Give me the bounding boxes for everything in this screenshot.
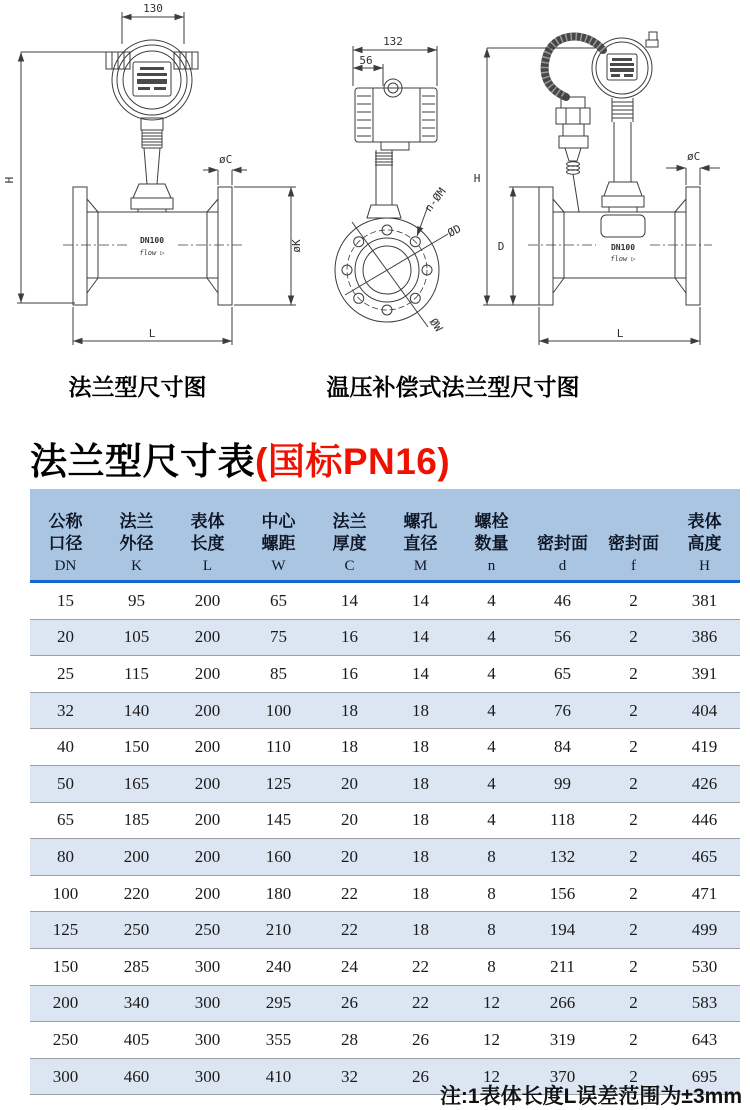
column-header-L: 表体 长度 L <box>190 512 225 574</box>
table-cell: 165 <box>101 765 172 802</box>
table-cell: 185 <box>101 802 172 839</box>
dim-flange-thickness-oC: øC <box>687 150 701 163</box>
table-cell: 8 <box>456 948 527 985</box>
table-cell: 65 <box>243 582 314 620</box>
table-cell: 4 <box>456 765 527 802</box>
table-header-row <box>30 489 740 582</box>
table-cell: 200 <box>101 839 172 876</box>
table-row-dn-65 <box>30 802 740 839</box>
table-cell: 4 <box>456 656 527 693</box>
table-cell: 18 <box>314 729 385 766</box>
caption-flange-type: 法兰型尺寸图 <box>68 374 207 400</box>
column-header-W: 中心 螺距 W <box>261 512 296 574</box>
table-cell: 426 <box>669 765 740 802</box>
table-cell: 200 <box>172 875 243 912</box>
table-cell: 100 <box>243 692 314 729</box>
table-cell: 24 <box>314 948 385 985</box>
table-cell: 20 <box>314 802 385 839</box>
column-header-n: 螺栓 数量 n <box>474 512 509 574</box>
tolerance-note: 注:1表体长度L误差范围为±3mm <box>439 1085 742 1108</box>
column-header-d: 密封面 d <box>537 534 588 574</box>
table-cell: 32 <box>314 1058 385 1095</box>
table-cell: 643 <box>669 1022 740 1059</box>
table-cell: 2 <box>598 582 669 620</box>
table-cell: 583 <box>669 985 740 1022</box>
table-cell: 28 <box>314 1022 385 1059</box>
table-cell: 2 <box>598 656 669 693</box>
table-row-dn-200 <box>30 985 740 1022</box>
table-cell: 15 <box>30 582 101 620</box>
label-bolt-circle-diameter: ØW <box>426 315 445 335</box>
table-cell: 2 <box>598 875 669 912</box>
table-cell: 4 <box>456 619 527 656</box>
table-cell: 4 <box>456 692 527 729</box>
table-cell: 200 <box>172 729 243 766</box>
table-row-dn-25 <box>30 656 740 693</box>
table-cell: 125 <box>30 912 101 949</box>
table-cell: 12 <box>456 985 527 1022</box>
table-cell: 211 <box>527 948 598 985</box>
table-cell: 160 <box>243 839 314 876</box>
table-cell: 419 <box>669 729 740 766</box>
table-cell: 22 <box>314 875 385 912</box>
section-title <box>30 431 450 485</box>
table-cell: 14 <box>385 656 456 693</box>
table-cell: 26 <box>385 1022 456 1059</box>
dim-offset-56: 56 <box>359 54 373 67</box>
table-cell: 22 <box>385 948 456 985</box>
table-cell: 132 <box>527 839 598 876</box>
table-cell: 84 <box>527 729 598 766</box>
table-cell: 2 <box>598 912 669 949</box>
column-header-C: 法兰 厚度 C <box>332 512 367 574</box>
table-cell: 471 <box>669 875 740 912</box>
dim-length-L: L <box>616 327 624 340</box>
table-cell: 405 <box>101 1022 172 1059</box>
table-cell: 240 <box>243 948 314 985</box>
drawing-flange-type <box>3 2 303 345</box>
dimension-table <box>30 489 740 1095</box>
dim-flange-thickness-oC: øC <box>219 153 233 166</box>
table-cell: 210 <box>243 912 314 949</box>
table-cell: 250 <box>101 912 172 949</box>
table-cell: 250 <box>30 1022 101 1059</box>
table-row-dn-15 <box>30 582 740 620</box>
table-cell: 22 <box>314 912 385 949</box>
table-cell: 26 <box>385 1058 456 1095</box>
table-cell: 99 <box>527 765 598 802</box>
table-cell: 446 <box>669 802 740 839</box>
table-cell: 105 <box>101 619 172 656</box>
table-cell: 194 <box>527 912 598 949</box>
table-cell: 404 <box>669 692 740 729</box>
column-header-H: 表体 高度 H <box>687 512 722 574</box>
table-cell: 8 <box>456 912 527 949</box>
table-cell: 300 <box>172 985 243 1022</box>
table-cell: 18 <box>385 802 456 839</box>
table-cell: 2 <box>598 765 669 802</box>
table-cell: 2 <box>598 1022 669 1059</box>
table-cell: 8 <box>456 839 527 876</box>
table-cell: 370 <box>527 1058 598 1095</box>
table-cell: 65 <box>527 656 598 693</box>
drawings-svg <box>0 0 750 420</box>
table-row-dn-150 <box>30 948 740 985</box>
table-row-dn-32 <box>30 692 740 729</box>
table-cell: 22 <box>385 985 456 1022</box>
dim-width-130: 130 <box>143 2 163 15</box>
table-row-dn-40 <box>30 729 740 766</box>
table-header <box>30 489 740 582</box>
table-cell: 295 <box>243 985 314 1022</box>
section-title-standard: (国标PN16) <box>255 441 451 482</box>
table-cell: 150 <box>101 729 172 766</box>
table-cell: 145 <box>243 802 314 839</box>
table-cell: 465 <box>669 839 740 876</box>
table-cell: 530 <box>669 948 740 985</box>
table-cell: 2 <box>598 802 669 839</box>
table-cell: 18 <box>385 875 456 912</box>
table-cell: 16 <box>314 656 385 693</box>
column-header-f: 密封面 f <box>608 534 659 574</box>
table-cell: 100 <box>30 875 101 912</box>
table-cell: 20 <box>314 839 385 876</box>
table-cell: 391 <box>669 656 740 693</box>
pipe-size-label: DN100 <box>610 243 636 252</box>
table-cell: 8 <box>456 875 527 912</box>
table-cell: 14 <box>314 582 385 620</box>
table-cell: 355 <box>243 1022 314 1059</box>
table-cell: 200 <box>172 802 243 839</box>
table-cell: 18 <box>385 729 456 766</box>
table-cell: 150 <box>30 948 101 985</box>
table-cell: 14 <box>385 619 456 656</box>
table-cell: 4 <box>456 802 527 839</box>
table-cell: 200 <box>172 692 243 729</box>
table-row-dn-250 <box>30 1022 740 1059</box>
section-title-main: 法兰型尺寸表 <box>30 441 255 482</box>
table-cell: 200 <box>172 839 243 876</box>
table-cell: 12 <box>456 1022 527 1059</box>
table-cell: 285 <box>101 948 172 985</box>
table-cell: 140 <box>101 692 172 729</box>
table-cell: 381 <box>669 582 740 620</box>
table-cell: 50 <box>30 765 101 802</box>
table-cell: 2 <box>598 1058 669 1095</box>
table-cell: 56 <box>527 619 598 656</box>
table-cell: 18 <box>385 912 456 949</box>
table-cell: 4 <box>456 729 527 766</box>
table-cell: 300 <box>172 948 243 985</box>
table-cell: 125 <box>243 765 314 802</box>
dim-height-H: H <box>3 176 16 184</box>
label-bolt-holes: n-ØM <box>421 185 449 215</box>
table-cell: 319 <box>527 1022 598 1059</box>
table-cell: 200 <box>30 985 101 1022</box>
table-cell: 20 <box>30 619 101 656</box>
label-bore-diameter: ØD <box>445 222 464 240</box>
table-cell: 220 <box>101 875 172 912</box>
table-cell: 85 <box>243 656 314 693</box>
table-cell: 200 <box>172 765 243 802</box>
table-cell: 18 <box>314 692 385 729</box>
dim-flange-od-oK: øK <box>290 239 303 253</box>
technical-drawings <box>0 0 750 420</box>
table-cell: 2 <box>598 839 669 876</box>
table-cell: 2 <box>598 729 669 766</box>
table-cell: 386 <box>669 619 740 656</box>
table-cell: 156 <box>527 875 598 912</box>
table-cell: 65 <box>30 802 101 839</box>
flow-logo: flow ▷ <box>139 249 165 257</box>
table-cell: 300 <box>172 1058 243 1095</box>
table-cell: 46 <box>527 582 598 620</box>
table-cell: 14 <box>385 582 456 620</box>
table-cell: 26 <box>314 985 385 1022</box>
table-cell: 20 <box>314 765 385 802</box>
dim-body-D: D <box>497 240 505 253</box>
dim-width-132: 132 <box>383 35 403 48</box>
dim-height-H: H <box>473 172 481 185</box>
table-cell: 118 <box>527 802 598 839</box>
table-cell: 250 <box>172 912 243 949</box>
table-cell: 180 <box>243 875 314 912</box>
table-cell: 200 <box>172 656 243 693</box>
table-cell: 76 <box>527 692 598 729</box>
table-cell: 80 <box>30 839 101 876</box>
column-header-DN: 公称 口径 DN <box>48 512 83 574</box>
table-cell: 18 <box>385 765 456 802</box>
column-header-K: 法兰 外径 K <box>119 512 154 574</box>
table-cell: 340 <box>101 985 172 1022</box>
table-cell: 200 <box>172 619 243 656</box>
table-cell: 32 <box>30 692 101 729</box>
flow-logo: flow ▷ <box>610 255 636 263</box>
table-cell: 4 <box>456 582 527 620</box>
table-body <box>30 582 740 1095</box>
table-cell: 300 <box>30 1058 101 1095</box>
dim-length-L: L <box>148 327 156 340</box>
table-cell: 18 <box>385 692 456 729</box>
table-cell: 300 <box>172 1022 243 1059</box>
table-cell: 110 <box>243 729 314 766</box>
table-cell: 695 <box>669 1058 740 1095</box>
table-cell: 2 <box>598 985 669 1022</box>
table-cell: 75 <box>243 619 314 656</box>
table-row-dn-100 <box>30 875 740 912</box>
table-cell: 115 <box>101 656 172 693</box>
table-cell: 460 <box>101 1058 172 1095</box>
table-cell: 2 <box>598 948 669 985</box>
table-cell: 40 <box>30 729 101 766</box>
drawing-temp-pressure-compensated <box>474 32 720 345</box>
table-row-dn-20 <box>30 619 740 656</box>
caption-temp-pressure-type: 温压补偿式法兰型尺寸图 <box>326 374 580 400</box>
table-cell: 12 <box>456 1058 527 1095</box>
table-cell: 16 <box>314 619 385 656</box>
table-cell: 266 <box>527 985 598 1022</box>
column-header-M: 螺孔 直径 M <box>403 512 438 574</box>
table-cell: 18 <box>385 839 456 876</box>
table-cell: 2 <box>598 619 669 656</box>
table-cell: 410 <box>243 1058 314 1095</box>
table-row-dn-50 <box>30 765 740 802</box>
table-row-dn-80 <box>30 839 740 876</box>
pipe-size-label: DN100 <box>139 236 165 245</box>
table-cell: 25 <box>30 656 101 693</box>
table-row-dn-125 <box>30 912 740 949</box>
table-cell: 2 <box>598 692 669 729</box>
table-cell: 95 <box>101 582 172 620</box>
table-cell: 200 <box>172 582 243 620</box>
table-cell: 499 <box>669 912 740 949</box>
drawing-flange-front-view <box>335 35 463 334</box>
